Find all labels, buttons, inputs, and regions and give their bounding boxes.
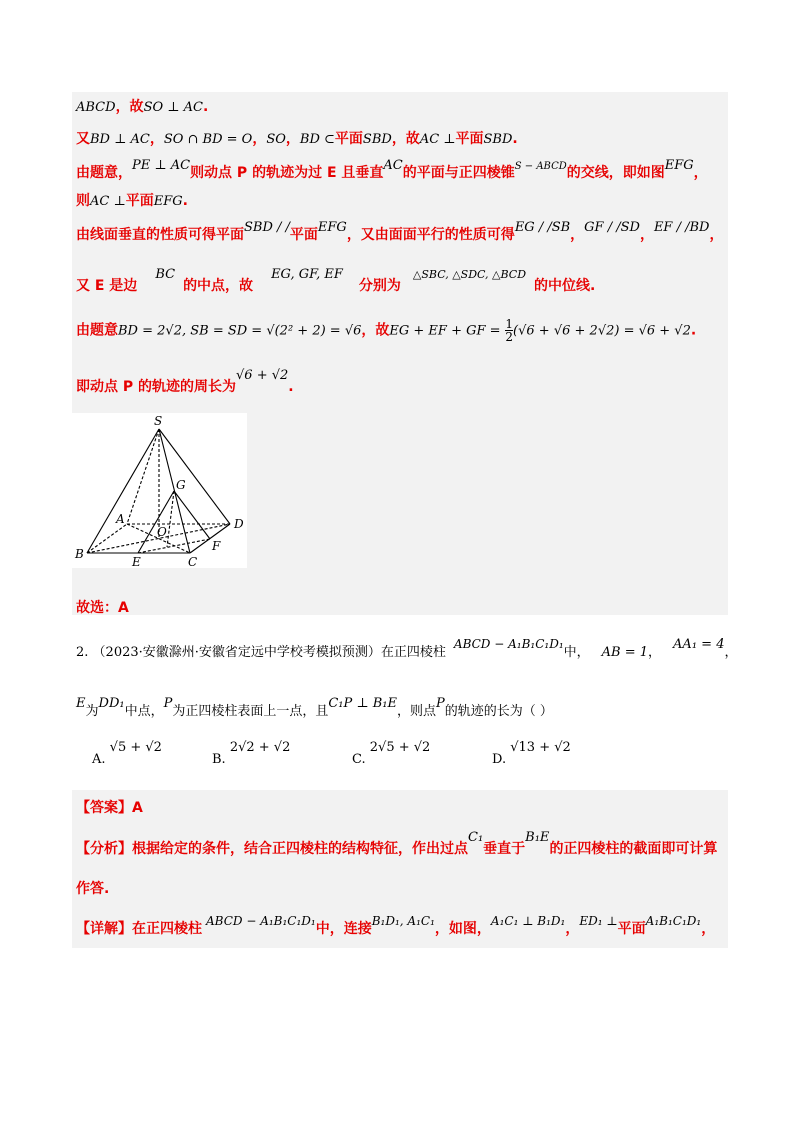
math: EG + EF + GF = — [389, 323, 501, 339]
math: AC ⊥ — [90, 194, 126, 209]
option-label: A. — [92, 752, 106, 767]
problem-number: 2. — [76, 645, 89, 660]
math: BC — [155, 267, 176, 282]
solution-choice: 故选：A — [76, 600, 129, 616]
math: EG, GF, EF — [271, 267, 343, 282]
text: 平面 — [455, 131, 484, 147]
solution-line-3 — [76, 158, 708, 182]
math: GF / /SD — [584, 220, 640, 235]
text: . — [288, 379, 294, 395]
label-D: D — [234, 517, 244, 531]
text: ， — [693, 165, 708, 181]
math: C₁ — [468, 830, 484, 845]
text: 的轨迹的长为（ ） — [444, 704, 553, 719]
math: SBD — [362, 132, 392, 147]
option-label: B. — [212, 752, 226, 767]
problem-source: （2023·安徽滁州·安徽省定远中学校考模拟预测）在正四棱柱 — [92, 645, 446, 660]
solution-line-4 — [76, 190, 188, 210]
text: . — [182, 193, 188, 209]
label-C: C — [188, 555, 198, 568]
label-F: F — [212, 539, 221, 553]
label-S: S — [154, 414, 163, 428]
text: 分别为 — [358, 278, 401, 294]
text: 由题意， — [76, 165, 132, 181]
math: EG / /SB — [514, 220, 571, 235]
math: B₁D₁, A₁C₁ — [371, 914, 435, 928]
math: PE ⊥ AC — [132, 158, 191, 173]
label-G: G — [176, 478, 186, 492]
math: EFG — [317, 220, 347, 235]
text: ， — [565, 921, 580, 937]
label-E: E — [132, 555, 141, 568]
math: DD₁ — [98, 696, 125, 711]
option-value: 2√5 + √2 — [369, 740, 431, 755]
option-b[interactable] — [212, 740, 291, 767]
option-value: √13 + √2 — [510, 740, 571, 755]
math: A₁C₁ ⊥ B₁D₁ — [490, 914, 566, 928]
answer-line — [76, 797, 143, 817]
solution-line-7 — [76, 318, 696, 343]
text: 中点， — [124, 704, 164, 719]
text: ，故 — [115, 99, 144, 115]
math: P — [436, 696, 445, 711]
pyramid-diagram — [72, 413, 247, 568]
text: ，如图， — [434, 921, 491, 937]
text: 平面 — [334, 131, 363, 147]
text: 又 — [76, 131, 90, 147]
text: ， — [285, 131, 300, 147]
math: AB = 1 — [601, 645, 649, 660]
option-c[interactable] — [352, 740, 431, 767]
text: 中，连接 — [315, 921, 372, 937]
option-label: D. — [492, 752, 507, 767]
text: ， — [648, 645, 662, 660]
solution-line-8 — [76, 368, 294, 396]
math: ED₁ ⊥ — [579, 914, 618, 928]
problem2-line-1 — [76, 637, 738, 660]
text: 的中位线. — [534, 278, 596, 294]
math: SBD / / — [244, 220, 290, 235]
math-abcd: ABCD — [76, 100, 116, 115]
text: 为 — [85, 704, 99, 719]
text: 的正四棱柱的截面即可计算 — [549, 841, 718, 857]
fraction-one-half — [505, 318, 513, 343]
math: SO ∩ BD = O — [163, 132, 253, 147]
text: 中， — [563, 645, 590, 660]
math: E — [76, 696, 86, 711]
text: 在正四棱柱 — [132, 921, 202, 937]
problem2-line-2 — [76, 696, 553, 719]
text: ，则点 — [397, 704, 437, 719]
text: ，故 — [361, 322, 390, 339]
text: 为正四棱柱表面上一点，且 — [172, 704, 329, 719]
text: ， — [149, 131, 164, 147]
option-d[interactable] — [492, 740, 571, 767]
math: ABCD − A₁B₁C₁D₁ — [453, 637, 564, 651]
text: ，又由面面平行的性质可得 — [346, 227, 515, 243]
text: 平面 — [125, 193, 154, 209]
label-O: O — [157, 525, 167, 539]
math: EFG — [664, 158, 694, 173]
math: S − ABCD — [514, 161, 567, 172]
answer-tag: 【答案】 — [76, 800, 132, 816]
analysis-line-1 — [76, 830, 718, 858]
solution-line-1 — [76, 96, 208, 116]
math: AC ⊥ — [419, 132, 456, 147]
math: ABCD − A₁B₁C₁D₁ — [206, 914, 316, 928]
text: 的交线，即如图 — [566, 165, 665, 181]
math: BD ⊥ AC — [90, 132, 150, 147]
detail-line — [76, 914, 716, 938]
text: 平面 — [617, 921, 646, 937]
text: ， — [639, 227, 654, 243]
math: AA₁ = 4 — [673, 637, 725, 652]
math: P — [163, 696, 173, 711]
math: A₁B₁C₁D₁ — [645, 914, 702, 928]
answer-value: A — [132, 800, 143, 816]
text: 即动点 P 的轨迹的周长为 — [76, 379, 237, 395]
math: (√6 + √6 + 2√2) = √6 + √2 — [513, 323, 691, 339]
text: 的平面与正四棱锥 — [402, 165, 515, 181]
text: 又 E 是边 — [76, 278, 138, 294]
text: 则动点 P 的轨迹为过 E 且垂直 — [190, 165, 384, 181]
math: EF / /BD — [653, 220, 710, 235]
analysis-tag: 【分析】 — [76, 841, 132, 857]
math: EFG — [153, 194, 183, 209]
math: C₁P ⊥ B₁E — [328, 696, 398, 711]
text: 根据给定的条件，结合正四棱柱的结构特征，作出过点 — [132, 841, 468, 857]
text: 垂直于 — [483, 841, 526, 857]
math: △SBC, △SDC, △BCD — [412, 268, 527, 281]
option-a[interactable] — [92, 740, 162, 767]
option-value: 2√2 + √2 — [229, 740, 291, 755]
detail-tag: 【详解】 — [76, 921, 132, 937]
text: 由题意 — [76, 322, 118, 339]
math: BD ⊂ — [299, 132, 335, 147]
option-value: √5 + √2 — [109, 740, 162, 755]
text: ，故 — [391, 131, 420, 147]
denominator: 2 — [505, 330, 514, 344]
pyramid-figure — [72, 413, 247, 568]
label-B: B — [75, 547, 84, 561]
text: 由线面垂直的性质可得平面 — [76, 227, 244, 243]
option-label: C. — [352, 752, 366, 767]
text: ， — [252, 131, 267, 147]
analysis-line-2: 作答. — [76, 881, 110, 897]
text: ， — [701, 921, 716, 937]
math: SO — [266, 132, 286, 147]
math-so-perp-ac: SO ⊥ AC — [143, 100, 203, 115]
math: AC — [383, 158, 403, 173]
math: B₁E — [525, 830, 550, 845]
solution-line-5 — [76, 220, 724, 244]
math: BD = 2√2, SB = SD = √(2² + 2) = √6 — [118, 323, 362, 339]
numerator: 1 — [505, 317, 514, 331]
text: . — [202, 99, 209, 115]
solution-line-2 — [76, 128, 518, 148]
text: . — [512, 131, 518, 147]
text: 则 — [76, 193, 90, 209]
text: . — [690, 322, 697, 339]
text: ， — [570, 227, 585, 243]
text: ， — [724, 645, 738, 660]
text: 平面 — [289, 227, 318, 243]
math: SBD — [483, 132, 513, 147]
text: 的中点，故 — [183, 278, 254, 294]
label-A: A — [116, 512, 125, 526]
text: ， — [709, 227, 724, 243]
math: √6 + √2 — [236, 368, 289, 383]
